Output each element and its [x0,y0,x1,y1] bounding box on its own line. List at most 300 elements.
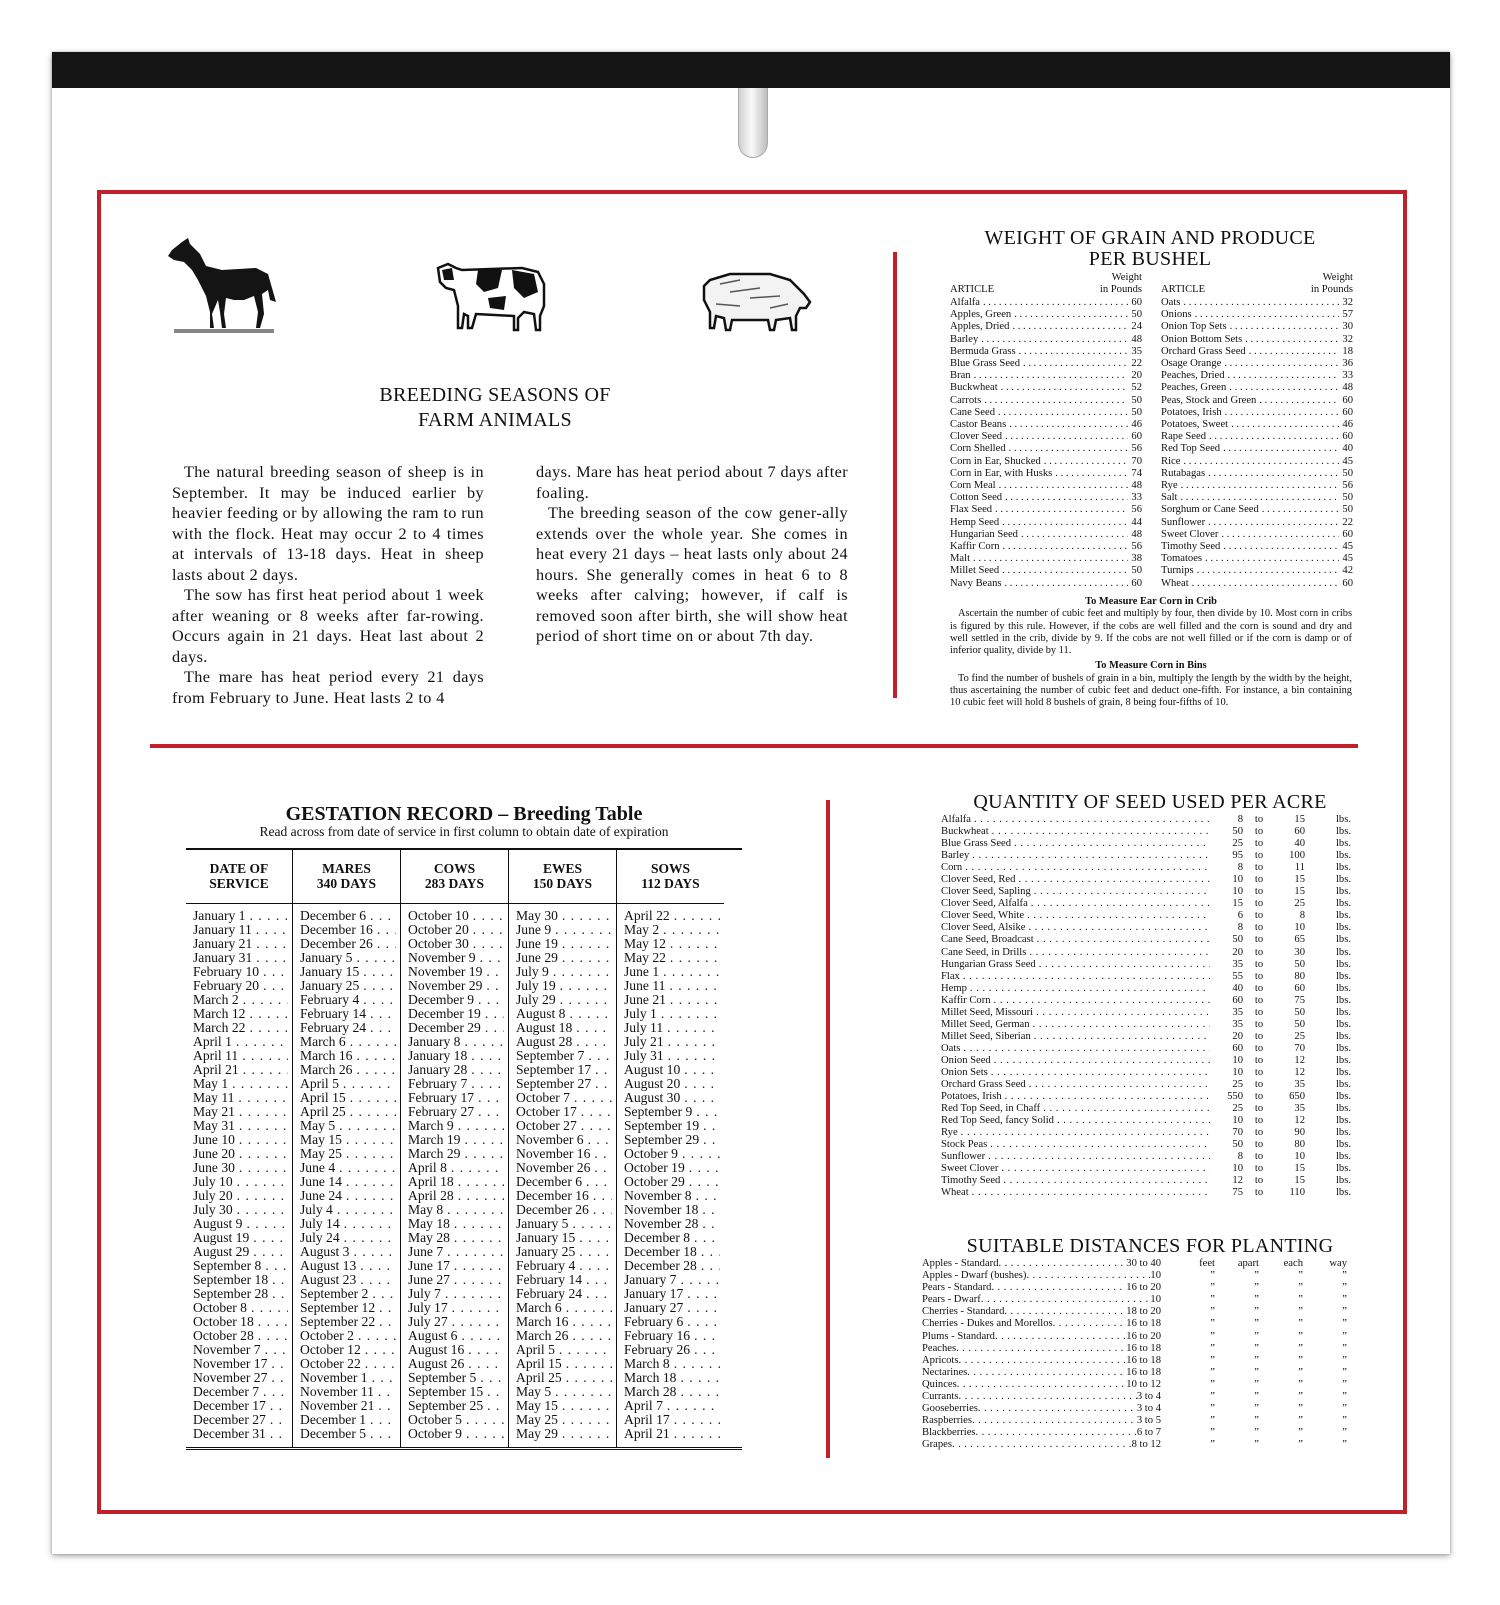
column-header [617,850,724,904]
ditto-mark: ” [1254,1366,1259,1378]
planting-distance-title: SUITABLE DISTANCES FOR PLANTING [966,1235,1334,1257]
seed-unit: lbs. [1335,1103,1351,1115]
breeding-paragraph: The mare has heat period every 21 days from February to June. Heat lasts 2 to 4 [172,668,484,707]
seed-unit: lbs. [1335,1079,1351,1091]
grain-row [1161,456,1353,468]
seed-crop: Rye [941,1127,958,1139]
grain-weight: 45 [1342,553,1353,565]
ditto-mark: ” [1298,1427,1303,1439]
date-value: December 28 [624,1259,697,1273]
date-value: September 17 [516,1063,592,1077]
table-cell [408,1427,504,1441]
table-cell [300,1273,396,1287]
date-value: May 18 [408,1217,450,1231]
grain-article: Timothy Seed [1161,541,1221,553]
table-cell [408,1329,504,1343]
gestation-title: GESTATION RECORD – Breeding Table [285,803,643,825]
grain-row [950,443,1142,455]
leader-dots [256,937,288,951]
seed-quantity-title: QUANTITY OF SEED USED PER ACRE [973,791,1327,813]
leader-dots [976,1427,1137,1439]
leader-dots [478,993,504,1007]
header-line: 150 DAYS [532,875,593,891]
seed-min: 8 [1237,814,1243,825]
date-value: May 12 [624,937,666,951]
table-cell [516,1035,612,1049]
leader-dots [258,1315,288,1329]
column-header [186,850,292,904]
date-value: April 21 [193,1063,239,1077]
table-cell [408,1301,504,1315]
seed-to: to [1254,814,1264,825]
grain-article: Sorghum or Cane Seed [1161,504,1259,516]
date-value: July 27 [408,1315,448,1329]
seed-to: to [1254,898,1264,910]
grain-weight: 74 [1131,467,1142,479]
grain-article: Rutabagas [1161,467,1206,479]
date-value: January 25 [516,1245,576,1259]
leader-dots [696,1105,720,1119]
date-value: December 7 [193,1385,260,1399]
ditto-mark: ” [1342,1439,1347,1451]
leader-dots [999,1258,1127,1270]
grain-title-line2: PER BUSHEL [1088,248,1212,270]
leader-dots [485,1007,504,1021]
column-body [617,904,724,1441]
date-value: December 6 [516,1175,583,1189]
leader-dots [480,1371,504,1385]
leader-dots [1262,504,1340,516]
grain-article: Peaches, Dried [1161,370,1225,382]
grain-article: Cotton Seed [950,492,1003,504]
seed-max: 65 [1294,934,1305,946]
leader-dots [978,1403,1137,1415]
table-cell [408,1231,504,1245]
ditto-mark: ” [1210,1439,1215,1451]
table-cell [516,909,612,923]
leader-dots [487,1385,504,1399]
leader-dots [576,1021,612,1035]
leader-dots [478,1091,504,1105]
ditto-mark: ” [1210,1391,1215,1403]
leader-dots [1208,468,1339,480]
leader-dots [1028,922,1210,934]
grain-weight: 33 [1131,492,1142,504]
leader-dots [370,1413,396,1427]
seed-row [941,1163,1351,1175]
date-value: April 5 [516,1343,555,1357]
table-cell [408,1357,504,1371]
date-value: July 20 [193,1189,233,1203]
grain-row [1161,321,1353,333]
leader-dots [687,1301,720,1315]
ditto-mark: ” [1210,1330,1215,1342]
date-value: May 11 [193,1091,235,1105]
seed-row [941,1115,1351,1127]
table-cell [408,1413,504,1427]
seed-row [941,826,1351,838]
seed-to: to [1254,1018,1264,1030]
date-value: October 5 [408,1413,462,1427]
table-cell [408,1077,504,1091]
seed-crop: Barley [941,850,970,862]
leader-dots [593,1203,612,1217]
date-value: December 19 [408,1007,481,1021]
table-cell [516,1385,612,1399]
seed-to: to [1254,1175,1264,1187]
leader-dots [370,909,396,923]
seed-row [941,959,1351,971]
planting-row [922,1379,1347,1391]
seed-row [941,1139,1351,1151]
table-cell [300,979,396,993]
leader-dots [579,1245,612,1259]
leader-dots [999,480,1129,492]
table-cell [516,1161,612,1175]
seed-max: 15 [1294,886,1305,898]
leader-dots [270,1413,288,1427]
seed-max: 35 [1294,1079,1305,1091]
leader-dots [1183,297,1339,309]
table-cell [408,1273,504,1287]
seed-unit: lbs. [1335,898,1351,910]
seed-crop: Hungarian Grass Seed [941,958,1036,970]
grain-article: Salt [1161,492,1178,504]
gestation-column [293,850,401,1447]
date-value: December 27 [193,1413,266,1427]
table-cell [300,1329,396,1343]
table-cell [300,1413,396,1427]
seed-to: to [1254,1187,1264,1199]
date-value: August 10 [624,1063,681,1077]
date-value: March 26 [300,1063,353,1077]
seed-max: 30 [1294,946,1305,958]
table-cell [193,1315,288,1329]
seed-max: 60 [1294,826,1305,838]
date-value: October 27 [516,1119,577,1133]
date-value: January 7 [624,1273,677,1287]
table-cell [624,1203,720,1217]
leader-dots [445,1287,504,1301]
seed-to: to [1254,934,1264,946]
date-value: May 28 [408,1231,450,1245]
date-value: May 1 [193,1077,229,1091]
seed-unit: lbs. [1335,814,1351,825]
leader-dots [1003,1175,1210,1187]
date-value: September 12 [300,1301,376,1315]
ditto-mark: ” [1298,1378,1303,1390]
table-cell [300,965,396,979]
article-label: ARTICLE [950,283,995,295]
leader-dots [970,983,1210,995]
leader-dots [1208,517,1339,529]
seed-min: 550 [1227,1091,1243,1103]
table-cell [624,1091,720,1105]
grain-article: Corn Shelled [950,443,1006,455]
planting-row [922,1294,1347,1306]
date-value: October 9 [408,1427,462,1441]
table-cell [516,1203,612,1217]
grain-row [950,358,1142,370]
plant-name: Gooseberries [922,1403,978,1415]
leader-dots [703,1119,720,1133]
seed-row [941,1079,1351,1091]
date-value: April 17 [624,1413,670,1427]
seed-to: to [1254,838,1264,850]
leader-dots [480,951,504,965]
seed-min: 60 [1232,994,1243,1006]
grain-weight: 50 [1342,467,1353,479]
leader-dots [249,1021,288,1035]
grain-article: Sunflower [1161,516,1206,528]
leader-dots [370,1427,396,1441]
plant-distance: 3 to 4 [1136,1403,1161,1415]
column-header-text [425,862,484,891]
horizontal-divider [150,744,1358,748]
seed-min: 60 [1232,1042,1243,1054]
gestation-table [186,848,742,1450]
seed-row [941,947,1351,959]
leader-dots [566,1371,612,1385]
leader-dots [701,1245,720,1259]
ditto-mark: ” [1342,1366,1347,1378]
table-cell [193,1035,288,1049]
date-value: September 5 [408,1371,477,1385]
seed-max: 35 [1294,1103,1305,1115]
plant-name: Peaches [922,1342,957,1354]
seed-crop: Corn [941,862,963,874]
seed-max: 11 [1294,862,1305,874]
date-value: March 9 [408,1119,454,1133]
grain-weight: 60 [1342,394,1353,406]
grain-row [1161,517,1353,529]
date-value: December 16 [516,1189,589,1203]
leader-dots [984,395,1128,407]
grain-rows-left [950,297,1142,590]
ditto-mark: ” [1210,1427,1215,1439]
leader-dots [991,1282,1126,1294]
planting-row [922,1355,1347,1367]
date-value: July 10 [193,1175,233,1189]
grain-weight: 42 [1342,565,1353,577]
leader-dots [1039,959,1210,971]
leader-dots [377,923,396,937]
leader-dots [471,1049,504,1063]
seed-unit: lbs. [1335,970,1351,982]
ditto-mark: ” [1342,1391,1347,1403]
table-cell [408,1217,504,1231]
seed-min: 6 [1237,910,1243,922]
leader-dots [263,965,288,979]
column-header-text [641,862,699,891]
leader-dots [239,1119,288,1133]
grain-weight: 60 [1342,406,1353,418]
grain-row [1161,431,1353,443]
seed-row [941,1103,1351,1115]
date-value: October 17 [516,1105,577,1119]
ditto-mark: ” [1254,1270,1259,1282]
note-title: To Measure Corn in Bins [1095,660,1207,672]
leader-dots [344,1231,396,1245]
leader-dots [1004,578,1128,590]
grain-rows-right [1161,297,1353,590]
seed-min: 25 [1232,1079,1243,1091]
date-value: March 28 [624,1385,677,1399]
date-value: January 8 [408,1035,461,1049]
table-cell [624,1371,720,1385]
grain-row [950,529,1142,541]
table-cell [516,937,612,951]
grain-article: Bran [950,370,971,382]
ditto-mark: ” [1210,1403,1215,1415]
seed-max: 110 [1289,1187,1305,1199]
leader-dots [1014,309,1128,321]
date-value: December 16 [300,923,373,937]
leader-dots [952,1439,1132,1451]
ditto-mark: ” [1298,1391,1303,1403]
leader-dots [447,1245,504,1259]
table-cell [193,1063,288,1077]
leader-dots [992,826,1210,838]
table-cell [516,1077,612,1091]
table-cell [408,951,504,965]
date-value: July 7 [408,1287,441,1301]
seed-crop: Blue Grass Seed [941,838,1012,850]
leader-dots [670,951,720,965]
gestation-column [617,850,724,1447]
grain-article: Osage Orange [1161,358,1222,370]
leader-dots [466,1427,504,1441]
table-cell [624,1273,720,1287]
date-value: November 8 [624,1189,692,1203]
leader-dots [1183,456,1339,468]
table-cell [516,1063,612,1077]
table-cell [624,1357,720,1371]
leader-dots [661,1007,720,1021]
leader-dots [271,1357,288,1371]
ditto-mark: ” [1254,1294,1259,1306]
grain-weight: 32 [1342,297,1353,308]
table-cell [624,1147,720,1161]
leader-dots [1259,395,1339,407]
seed-max: 12 [1294,1115,1305,1127]
date-value: October 10 [408,909,469,923]
grain-weight: 56 [1131,541,1142,553]
note-text: Ascertain the number of cubic feet and multiply by four, then divide by 10. Most corn in cribs is figured by this rule. However, if the cobs are well filled and the corn is sound and dry and well settled in the crib, divide by 9. If the cobs are not well filled or if the corn is damp or of inferior quality, divide by 11. [950,608,1352,657]
date-value: January 1 [193,909,246,923]
leader-dots [246,1217,288,1231]
table-cell [193,1399,288,1413]
leader-dots [473,923,504,937]
seed-min: 25 [1232,838,1243,850]
table-cell [516,1147,612,1161]
date-value: January 15 [300,965,360,979]
ditto-mark: ” [1342,1318,1347,1330]
leader-dots [1003,541,1129,553]
table-cell [408,1175,504,1189]
leader-dots [239,1133,288,1147]
date-value: June 17 [408,1259,450,1273]
grain-article: Potatoes, Irish [1161,406,1222,418]
seed-unit: lbs. [1335,1163,1351,1175]
ditto-mark: ” [1298,1415,1303,1427]
header-line: 283 DAYS [424,875,485,891]
grain-article: Navy Beans [950,577,1002,589]
header-line: DATE OF [209,861,269,876]
seed-to: to [1254,1103,1264,1115]
leader-dots [687,1287,720,1301]
header-line: MARES [322,861,371,876]
leader-dots [1019,346,1129,358]
ditto-mark: ” [1254,1439,1259,1451]
seed-min: 8 [1237,862,1243,874]
grain-article: Rye [1161,480,1178,492]
plant-distance: 3 to 5 [1136,1415,1161,1427]
date-value: June 30 [193,1161,235,1175]
leader-dots [1004,1306,1126,1318]
seed-row [941,874,1351,886]
table-cell [300,1175,396,1189]
table-cell [193,1273,288,1287]
seed-unit: lbs. [1335,886,1351,898]
grain-weight: 60 [1131,297,1142,308]
date-value: December 31 [193,1427,266,1441]
table-cell [516,1245,612,1259]
table-cell [624,937,720,951]
seed-min: 70 [1232,1127,1243,1139]
date-value: December 8 [624,1231,691,1245]
date-value: December 18 [624,1245,697,1259]
seed-unit: lbs. [1335,1175,1351,1187]
plant-distance: 18 to 20 [1126,1306,1161,1318]
grain-weight: 52 [1131,382,1142,394]
grain-article: Onion Bottom Sets [1161,333,1243,345]
ditto-mark: ” [1298,1342,1303,1354]
leader-dots [994,1055,1210,1067]
leader-dots [958,1391,1136,1403]
table-cell [624,1231,720,1245]
planting-unit-header: way [1329,1258,1347,1269]
header-line: 340 DAYS [316,875,377,891]
leader-dots [972,850,1210,862]
table-cell [193,993,288,1007]
seed-to: to [1254,994,1264,1006]
grain-article: Buckwheat [950,382,998,394]
seed-row [941,1067,1351,1079]
seed-min: 40 [1232,982,1243,994]
grain-row [1161,480,1353,492]
grain-article: Potatoes, Sweet [1161,419,1229,431]
table-cell [516,1119,612,1133]
seed-crop: Buckwheat [941,826,989,838]
grain-row [950,431,1142,443]
date-value: August 20 [624,1077,681,1091]
header-line: 112 DAYS [641,875,700,891]
leader-dots [594,1147,612,1161]
table-cell [408,1091,504,1105]
column-body [401,904,508,1441]
leader-dots [350,1105,396,1119]
plant-distance: 8 to 12 [1131,1439,1161,1451]
column-header-text [317,862,376,891]
leader-dots [356,1049,396,1063]
leader-dots [242,1049,288,1063]
grain-weight: 40 [1342,443,1353,455]
ditto-mark: ” [1210,1378,1215,1390]
leader-dots [991,1067,1210,1079]
date-value: October 9 [624,1147,678,1161]
seed-max: 10 [1294,1151,1305,1163]
